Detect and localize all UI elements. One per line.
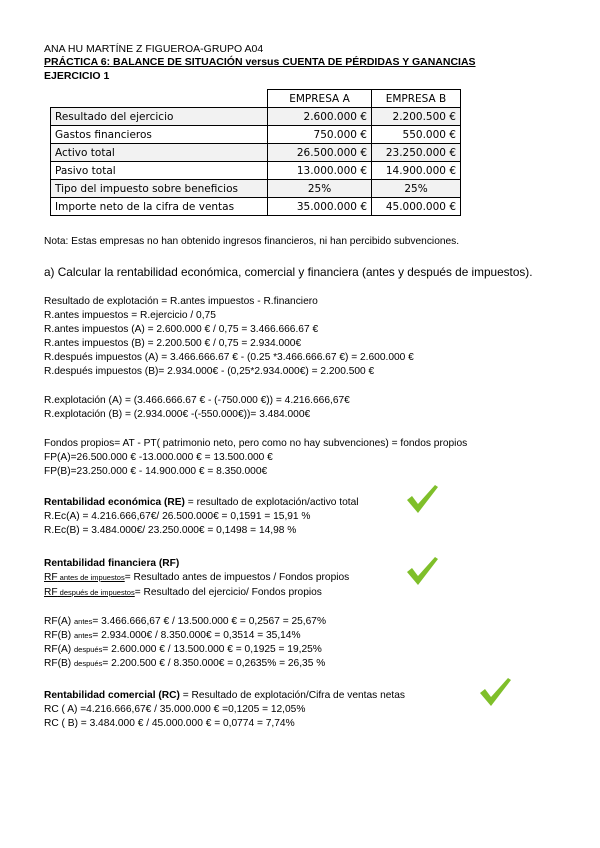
re-line: R.Ec(A) = 4.216.666,67€/ 26.500.000€ = 0,1591 = 15,91 % <box>44 511 311 522</box>
rf-line: RF(A) después= 2.600.000 € / 13.500.000 € = 0,1925 = 19,25% <box>44 644 322 655</box>
table-row: Tipo del impuesto sobre beneficios 25% 25% <box>51 180 461 198</box>
table-row: Importe neto de la cifra de ventas 35.000.000 € 45.000.000 € <box>51 198 461 216</box>
fp-line: Fondos propios= AT - PT( patrimonio neto, pero como no hay subvenciones) = fondos propios <box>44 438 468 449</box>
checkmark-icon <box>405 555 439 587</box>
calc-line: R.antes impuestos = R.ejercicio / 0,75 <box>44 310 216 321</box>
re-line: R.Ec(B) = 3.484.000€/ 23.250.000€ = 0,1498 = 14,98 % <box>44 525 297 536</box>
author-line: ANA HU MARTÍNE Z FIGUEROA-GRUPO A04 <box>44 43 264 55</box>
re-definition: Rentabilidad económica (RE) = resultado de explotación/activo total <box>44 497 359 508</box>
exercise-title: EJERCICIO 1 <box>44 70 110 82</box>
checkmark-icon <box>478 676 512 708</box>
data-table <box>50 89 461 216</box>
note: Nota: Estas empresas no han obtenido ingresos financieros, ni han percibido subvenciones. <box>44 236 460 247</box>
table-row: Gastos financieros 750.000 € 550.000 € <box>51 126 461 144</box>
calc-line: Resultado de explotación = R.antes impuestos - R.financiero <box>44 296 318 307</box>
table-row: Resultado del ejercicio 2.600.000 € 2.200.500 € <box>51 108 461 126</box>
table-header-empty <box>51 90 268 108</box>
calc-line: R.antes impuestos (B) = 2.200.500 € / 0,75 = 2.934.000€ <box>44 338 302 349</box>
rc-definition: Rentabilidad comercial (RC) = Resultado de explotación/Cifra de ventas netas <box>44 690 405 701</box>
calc-line: R.después impuestos (B)= 2.934.000€ - (0,25*2.934.000€) = 2.200.500 € <box>44 366 375 377</box>
calc-line: R.antes impuestos (A) = 2.600.000 € / 0,75 = 3.466.666.67 € <box>44 324 319 335</box>
table-header-b: EMPRESA B <box>372 90 461 108</box>
explot-line: R.explotación (A) = (3.466.666.67 € - (-750.000 €)) = 4.216.666,67€ <box>44 395 350 406</box>
explot-line: R.explotación (B) = (2.934.000€ -(-550.000€))= 3.484.000€ <box>44 409 311 420</box>
re-title: Rentabilidad económica (RE) <box>44 497 185 508</box>
rc-title: Rentabilidad comercial (RC) <box>44 690 180 701</box>
rf-line: RF(A) antes= 3.466.666,67 € / 13.500.000 € = 0,2567 = 25,67% <box>44 616 327 627</box>
rf-def-before: RF antes de impuestos= Resultado antes de impuestos / Fondos propios <box>44 572 350 583</box>
fp-line: FP(B)=23.250.000 € - 14.900.000 € = 8.350.000€ <box>44 466 268 477</box>
table-row: Activo total 26.500.000 € 23.250.000 € <box>51 144 461 162</box>
checkmark-icon <box>405 483 439 515</box>
table-row: Pasivo total 13.000.000 € 14.900.000 € <box>51 162 461 180</box>
fp-line: FP(A)=26.500.000 € -13.000.000 € = 13.500.000 € <box>44 452 273 463</box>
question: a) Calcular la rentabilidad económica, comercial y financiera (antes y después de impuestos). <box>44 265 533 279</box>
rc-line: RC ( B) = 3.484.000 € / 45.000.000 € = 0,0774 = 7,74% <box>44 718 295 729</box>
rc-line: RC ( A) =4.216.666,67€ / 35.000.000 € =0,1205 = 12,05% <box>44 704 306 715</box>
rf-line: RF(B) antes= 2.934.000€ / 8.350.000€ = 0,3514 = 35,14% <box>44 630 301 641</box>
rf-line: RF(B) después= 2.200.500 € / 8.350.000€ = 0,2635% = 26,35 % <box>44 658 326 669</box>
calc-line: R.después impuestos (A) = 3.466.666.67 € - (0.25 *3.466.666.67 €) = 2.600.000 € <box>44 352 414 363</box>
table-header-a: EMPRESA A <box>268 90 372 108</box>
rf-def-after: RF después de impuestos= Resultado del ejercicio/ Fondos propios <box>44 587 322 598</box>
practice-title: PRÁCTICA 6: BALANCE DE SITUACIÓN versus CUENTA DE PÉRDIDAS Y GANANCIAS <box>44 56 476 68</box>
rf-title: Rentabilidad financiera (RF) <box>44 558 180 569</box>
